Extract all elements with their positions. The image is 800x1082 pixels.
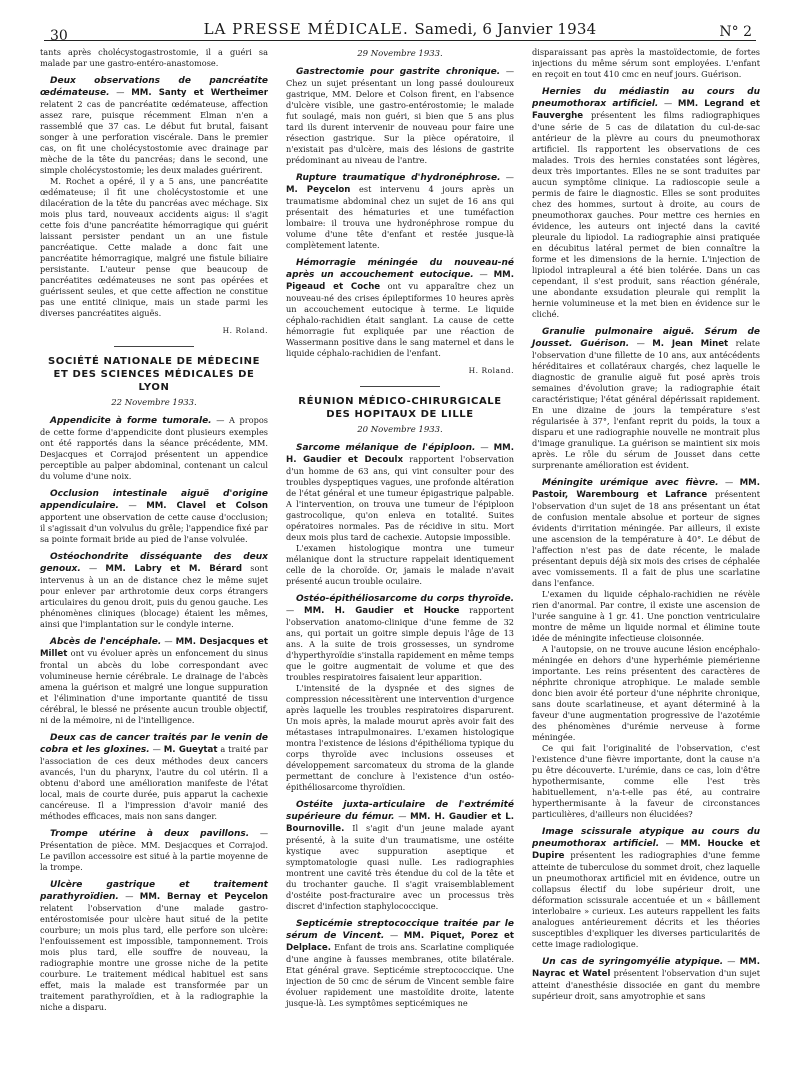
- journal-title-line: [44, 20, 756, 38]
- authors: MM. Piquet, Porez et Delplace.: [286, 931, 514, 953]
- article-title: Abcès de l'encéphale.: [50, 637, 162, 647]
- article-text: Enfant de trois ans. Scarlatine compliquée d'une angine à fausses membranes, otite bilatérale. Etat général grave. Septicémie streptococcique. Une injection de 50 cmc de sérum de Vincent semble faire évoluer rapidement une mastoïdite droite, latente jusque-là. Les symptômes septicémiques ne: [286, 942, 514, 1008]
- article-text: relatent 2 cas de pancréatite œdémateuse, affection assez rare, puisque récemment Elman n'en a rassemblé que 37 cas. Le début fut brutal, faisant songer à une perforation viscérale. Dans le premier cas, on fit une cholécystostomie avec drainage par mèche de la tête du pancréas; dans le second, une simple cholécystostomie; les deux malades guérirent.: [40, 99, 268, 175]
- authors: MM. Desjacques et Millet: [40, 637, 268, 659]
- society-heading: SOCIÉTÉ NATIONALE DE MÉDECINE ET DES SCIENCES MÉDICALES DE LYON: [47, 356, 261, 393]
- paragraph: tants après cholécystogastrostomie, il a guéri sa malade par une gastro-entéro-anastomose.: [40, 47, 268, 68]
- article: [40, 415, 268, 482]
- article: Méningite urémique avec fièvre. — MM. Pastoir, Warembourg et Lafrance présentent l'observation d'un sujet de 18 ans présentant un état de confusion mentale absolue et porteur de signes évidents d'irritation méningée. Par ailleurs, il existe une ascension de la température à 40°. Le début de l'affection n'est pas de date récente, le malade présentant depuis déjà six mois des crises de céphalée avec vomissements. Il a fait de plus une scarlatine dans l'enfance. L'examen du liquide céphalo-rachidien ne révèle rien d'anormal. Par contre, il existe une ascension de l'urée sanguine à 1 gr. 41. Une ponction ventriculaire montre de même un liquide normal et élimine toute idée de méningite infectieuse cloisonnée. A l'autopsie, on ne trouve aucune lésion encéphalo-méningée en dehors d'une hyperhémie piemérienne importante. Les reins présentent des caractères de néphrite chronique atrophique. Le malade semble donc bien avoir été porteur d'une néphrite chronique, sans doute scarlatineuse, et ayant déterminé à la faveur d'une augmentation progressive de l'azotémie des phénomènes d'urémie nerveuse à forme méningée. Ce qui fait l'originalité de l'observation, c'est l'existence d'une fièvre importante, dont la cause n'a pu être découverte. L'urémie, dans ce cas, loin d'être hypothermisante, comme elle l'est très habituellement, n'a-t-elle pas été, au contraire hyperthermisante à la faveur de circonstances particulières, d'ailleurs non élucidées?: [532, 477, 760, 819]
- page-number: 30: [50, 28, 68, 44]
- article-title: Deux cas de cancer traités par le venin de cobra et les gloxines.: [40, 733, 268, 755]
- article-title: Ostéite juxta-articulaire de l'extrémité supérieure du fémur.: [286, 800, 514, 822]
- article: Occlusion intestinale aiguë d'origine appendiculaire. — MM. Clavel et Colson apportent une observation de cette cause d'occlusion; il s'agissait d'un volvulus du grêle; l'appendice fixé par sa pointe formait bride au pied de l'anse volvulée.: [40, 489, 268, 544]
- article-text: apportent une observation de cette cause d'occlusion; il s'agissait d'un volvulus du grêle; l'appendice fixé par sa pointe formait bride au pied de l'anse volvulée.: [40, 512, 268, 544]
- authors: M. Gueytat: [163, 745, 218, 755]
- article: Ostéo-épithéliosarcome du corps thyroïde. — MM. H. Gaudier et Houcke rapportent l'observation anatomo-clinique d'une femme de 32 ans, qui portait un goitre simple depuis l'âge de 13 ans. A la suite de trois grossesses, un syndrome d'hyperthyroïdie s'installa rapidement en même temps que le goitre augmentait de volume et que des troubles respiratoires faisaient leur apparition. L'intensité de la dyspnée et des signes de compression nécessitèrent une intervention d'urgence après laquelle les troubles respiratoires disparurent. Un mois après, la malade mourut après avoir fait des métastases intrapulmonaires. L'examen histologique montra l'existence de lésions d'épithélioma typique du corps thyroïde avec inclusions osseuses et développement sarcomateux du stroma de la glande permettant de conclure à l'existence d'un ostéo-épithéliosarcome thyroïdien.: [286, 594, 515, 792]
- authors: M. Peycelon: [286, 185, 351, 195]
- authors: MM. Bernay et Peycelon: [139, 892, 268, 902]
- article-text: Ce qui fait l'originalité de l'observation, c'est l'existence d'une fièvre importante, dont la cause n'a pu être découverte. L'urémie, dans ce cas, loin d'être hypothermisante, comme elle l'est très habituellement, n'a-t-elle pas été, au contraire hyperthermisante à la faveur de circonstances particulières, d'ailleurs non élucidées?: [532, 743, 760, 819]
- session-date: 29 Novembre 1933.: [357, 49, 443, 59]
- article: Ostéochondrite disséquante des deux genoux. — MM. Labry et M. Bérard sont intervenus à un an de distance chez le même sujet pour enlever par arthrotomie deux corps étrangers articulaires du genou droit, puis du genou gauche. Les phénomènes cliniques (blocage) étaient les mêmes, ainsi que l'implantation sur le condyle interne.: [40, 552, 268, 629]
- article-title: Hémorragie méningée du nouveau-né après un accouchement eutocique.: [286, 258, 514, 280]
- article-text: M. Rochet a opéré, il y a 5 ans, une pancréatite œdémateuse; il fit une cholécystostomie et une dilacération de la tête du pancréas avec méchage. Six mois plus tard, nouveaux accidents aigus: il s'agit cette fois d'une pancréatite hémorragique qui guérit laissant persister pendant un an une fistule pancréatique. Cette malade a donc fait une pancréatite hémorragique, malgré une fistule biliaire persistante. L'auteur pense que beaucoup de pancréatites œdémateuses ne sont pas opérées et guérissent seules, et que cette affection ne constitue pas une entité clinique, mais un stade parmi les diverses pancréatites aiguës.: [40, 176, 268, 318]
- article: Deux observations de pancréatite œdémateuse. — MM. Santy et Wertheimer relatent 2 cas de pancréatite œdémateuse, affection assez rare, puisque récemment Elman n'en a rassemblé que 37 cas. Le début fut brutal, faisant songer à une perforation viscérale. Dans le premier cas, on fit une cholécystostomie avec drainage par mèche de la tête du pancréas; dans le second, une simple cholécystostomie; les deux malades guérirent. M. Rochet a opéré, il y a 5 ans, une pancréatite œdémateuse; il fit une cholécystostomie et une dilacération de la tête du pancréas avec méchage. Six mois plus tard, nouveaux accidents aigus: il s'agit cette fois d'une pancréatite hémorragique qui guérit laissant persister pendant un an une fistule pancréatique. Cette malade a donc fait une pancréatite hémorragique, malgré une fistule biliaire persistante. L'auteur pense que beaucoup de pancréatites œdémateuses ne sont pas opérées et guérissent seules, et que cette affection ne constitue pas une entité clinique, mais un stade parmi les diverses pancréatites aiguës. H. Roland.: [40, 76, 268, 335]
- article-title: Méningite urémique avec fièvre.: [542, 478, 719, 488]
- authors: MM. Legrand et Fauverghe: [532, 99, 760, 121]
- article-title: Image scissurale atypique au cours du pneumothorax artificiel.: [532, 827, 760, 849]
- article-title: Un cas de syringomyélie atypique.: [542, 957, 724, 967]
- article-text: A l'autopsie, on ne trouve aucune lésion encéphalo-méningée en dehors d'une hyperhémie piemérienne importante. Les reins présentent des caractères de néphrite chronique atrophique. Le malade semble donc bien avoir été porteur d'une néphrite chronique, sans doute scarlatineuse, et ayant déterminé à la faveur d'une augmentation progressive de l'azotémie des phénomènes d'urémie nerveuse à forme méningée.: [532, 644, 760, 742]
- article-text: relate l'observation d'une fillette de 10 ans, aux antécédents héréditaires et collatéraux chargés, chez laquelle le diagnostic de granulie aiguë fut posé après trois semaines d'évolution grave; la radiographie était caractéristique; l'état général dépérissait rapidement. En une dizaine de jours la température s'est régularisée à 37°, l'enfant reprit du poids, la toux a disparu et une radiographie nouvelle ne montrait plus d'image granulique. La guérison se maintient six mois après. Le rôle du sérum de Jousset dans cette surprenante amélioration est évident.: [532, 338, 760, 470]
- article: [286, 66, 514, 166]
- article-text: Il s'agit d'un jeune malade ayant présenté, à la suite d'un traumatisme, une ostéite kystique avec suppuration aseptique et symptomatologie quasi nulle. Les radiographies montrent une cavité très étendue du col de la tête et du trochanter gauche. Il s'agit vraisemblablement d'ostéite post-fracturaire avec un processus très discret d'infection staphylococcique.: [286, 823, 514, 911]
- article-text: a traité par l'association de ces deux méthodes deux cancers avancés, l'un du pharynx, l'autre du col utérin. Il a obtenu d'abord une amélioration manifeste de l'état local, mais de courte durée, puis apparut la cachexie cancéreuse. Il a l'impression d'avoir manié des méthodes efficaces, mais non sans danger.: [40, 744, 268, 821]
- article-title: Granulie pulmonaire aiguë. Sérum de Jousset. Guérison.: [532, 327, 760, 349]
- authors: MM. Nayrac et Watel: [532, 957, 760, 979]
- columns: [40, 47, 760, 1013]
- article-text: est intervenu 4 jours après un traumatisme abdominal chez un sujet de 16 ans qui présentait des hématuries et une tuméfaction lombaire: il trouva une hydronéphrose rompue du volume d'une tête d'enfant et restée jusque-là complètement latente.: [286, 184, 514, 250]
- page-header: [44, 0, 756, 44]
- article-title: Ulcère gastrique et traitement parathyroïdien.: [40, 880, 268, 902]
- article-title: Ostéochondrite disséquante des deux genoux.: [40, 552, 268, 574]
- article: Un cas de syringomyélie atypique. — MM. Nayrac et Watel présentent l'observation d'un sujet atteint d'anesthésie dissociée en gant du membre supérieur droit, sans amyotrophie et sans: [532, 956, 760, 1001]
- column-2: [286, 47, 514, 1013]
- article: Ulcère gastrique et traitement parathyroïdien. — MM. Bernay et Peycelon relatent l'observation d'une malade gastro-entérostomisée pour ulcère haut situé de la petite courbure; un mois plus tard, elle perfore son ulcère: l'enfouissement est impossible, tamponnement. Trois mois plus tard, elle souffre de nouveau, la radiographie montre une grosse niche de la petite courbure. Le traitement médical habituel est sans effet, mais la malade est transformée par un traitement parathyroïdien, et à la radiographie la niche a disparu.: [40, 880, 268, 1012]
- article-text: L'examen du liquide céphalo-rachidien ne révèle rien d'anormal. Par contre, il existe une ascension de l'urée sanguine à 1 gr. 41. Une ponction ventriculaire montre de même un liquide normal et élimine toute idée de méningite infectieuse cloisonnée.: [532, 589, 760, 643]
- authors: M. Jean Minet: [652, 339, 729, 349]
- article: Granulie pulmonaire aiguë. Sérum de Jousset. Guérison. — M. Jean Minet relate l'observation d'une fillette de 10 ans, aux antécédents héréditaires et collatéraux chargés, chez laquelle le diagnostic de granulie aiguë fut posé après trois semaines d'évolution grave; la radiographie était caractéristique; l'état général dépérissait rapidement. En une dizaine de jours la température s'est régularisée à 37°, l'enfant reprit du poids, la toux a disparu et une radiographie nouvelle ne montrait plus d'image granulique. La guérison se maintient six mois après. Le rôle du sérum de Jousset dans cette surprenante amélioration est évident.: [532, 327, 760, 470]
- paragraph: disparaissant pas après la mastoïdectomie, de fortes injections du même sérum sont employées. L'enfant en reçoit en tout 410 cmc en neuf jours. Guérison.: [532, 47, 760, 79]
- article-title: Deux observations de pancréatite œdémateuse.: [40, 76, 268, 98]
- article-title: Gastrectomie pour gastrite chronique.: [296, 67, 501, 77]
- article: Hémorragie méningée du nouveau-né après un accouchement eutocique. — MM. Pigeaud et Coche ont vu apparaître chez un nouveau-né des crises épileptiformes 10 heures après un accouchement eutocique à terme. Le liquide céphalo-rachidien était sanglant. La cause de cette hémorragie fut expliquée par une réaction de Wassermann positive dans le sang maternel et dans le liquide céphalo-rachidien de l'enfant. H. Roland.: [286, 258, 514, 375]
- article-text: rapportent l'observation d'un homme de 63 ans, qui vint consulter pour des troubles dyspeptiques vagues, une profonde altération de l'état général et une tumeur épigastrique palpable. A l'intervention, on trouva une tumeur de l'épiploon gastrocolique, qu'on enleva en totalité. Suites opératoires normales. Pas de récidive in situ. Mort deux mois plus tard de cachexie. Autopsie impossible.: [286, 454, 514, 542]
- article-text: ont vu apparaître chez un nouveau-né des crises épileptiformes 10 heures après un accouchement eutocique à terme. Le liquide céphalo-rachidien était sanglant. La cause de cette hémorragie fut expliquée par une réaction de Wassermann positive dans le sang maternel et dans le liquide céphalo-rachidien de l'enfant.: [286, 281, 514, 358]
- article: [40, 828, 268, 873]
- authors: MM. Clavel et Colson: [146, 501, 268, 511]
- session-date: 22 Novembre 1933.: [111, 398, 197, 408]
- article-title: Ostéo-épithéliosarcome du corps thyroïde.: [296, 594, 514, 604]
- article-text: L'intensité de la dyspnée et des signes de compression nécessitèrent une intervention d'urgence après laquelle les troubles respiratoires disparurent. Un mois après, la malade mourut après avoir fait des métastases intrapulmonaires. L'examen histologique montra l'existence de lésions d'épithélioma typique du corps thyroïde avec inclusions osseuses et développement sarcomateux du stroma de la glande permettant de conclure à l'existence d'un ostéo-épithéliosarcome thyroïdien.: [286, 683, 514, 792]
- article-title: Hernies du médiastin au cours du pneumothorax artificiel.: [532, 87, 760, 109]
- article-text: relatent l'observation d'une malade gastro-entérostomisée pour ulcère haut situé de la petite courbure; un mois plus tard, elle perfore son ulcère: l'enfouissement est impossible, tamponnement. Trois mois plus tard, elle souffre de nouveau, la radiographie montre une grosse niche de la petite courbure. Le traitement médical habituel est sans effet, mais la malade est transformée par un traitement parathyroïdien, et à la radiographie la niche a disparu.: [40, 903, 268, 1012]
- article-text: présentent l'observation d'un sujet de 18 ans présentant un état de confusion mentale absolue et porteur de signes évidents d'irritation méningée. Par ailleurs, il existe une ascension de la température à 40°. Le début de l'affection n'est pas de date récente, le malade présentant depuis déjà six mois des crises de céphalée avec vomissements. Il a fait de plus une scarlatine dans l'enfance.: [532, 489, 760, 588]
- article: Abcès de l'encéphale. — MM. Desjacques et Millet ont vu évoluer après un enfoncement du sinus frontal un abcès du lobe correspondant avec volumineuse hernie cérébrale. Le drainage de l'abcès amena la guérison et malgré une longue suppuration et l'élimination d'une importante quantité de tissu cérébral, le blessé ne présente aucun trouble objectif, ni de la mémoire, ni de l'intelligence.: [40, 636, 269, 725]
- article-title: Rupture traumatique d'hydronéphrose.: [296, 173, 501, 183]
- article-text: L'examen histologique montra une tumeur mélanique dont la structure rappelait identiquement celle de la choroïde. Or, jamais le malade n'avait présenté aucun trouble oculaire.: [286, 543, 514, 586]
- column-3: [532, 47, 760, 1013]
- article: Deux cas de cancer traités par le venin de cobra et les gloxines. — M. Gueytat a traité par l'association de ces deux méthodes deux cancers avancés, l'un du pharynx, l'autre du col utérin. Il a obtenu d'abord une amélioration manifeste de l'état local, mais de courte durée, puis apparut la cachexie cancéreuse. Il a l'impression d'avoir manié des méthodes efficaces, mais non sans danger.: [40, 733, 268, 821]
- article-text: ont vu évoluer après un enfoncement du sinus frontal un abcès du lobe correspondant avec volumineuse hernie cérébrale. Le drainage de l'abcès amena la guérison et malgré une longue suppuration et l'élimination d'une importante quantité de tissu cérébral, le blessé ne présente aucun trouble objectif, ni de la mémoire, ni de l'intelligence.: [40, 648, 269, 725]
- authors: MM. Pigeaud et Coche: [286, 270, 514, 292]
- article-text: — Présentation de pièce. MM. Desjacques et Corrajod. Le pavillon accessoire est situé à la partie moyenne de la trompe.: [40, 828, 268, 872]
- article: Hernies du médiastin au cours du pneumothorax artificiel. — MM. Legrand et Fauverghe présentent les films radiographiques d'une série de 5 cas de dilatation du cul-de-sac antérieur de la plèvre au cours du pneumothorax artificiel. Ils rapportent les observations de ces malades. Trois des hernies constatées sont légères, deux très importantes. Elles ne se sont traduites par aucun symptôme clinique. La radioscopie seule a permis de faire le diagnostic. Elles se sont produites chez des hommes, surtout à droite, au cours de pneumothorax gauches. Pour mettre ces hernies en évidence, les auteurs ont injecté dans la cavité pleurale du lipiodol. La radiographie ainsi pratiquée en décubitus latéral permet de bien connaître la forme et les dimensions de la hernie. L'injection de lipiodol intrapleural a été bien tolérée. Dans un cas cependant, il s'est produit, sans réaction générale, une abondante exsudation pleurale qui remplit la hernie volumineuse et la met bien en évidence sur le cliché.: [532, 87, 761, 319]
- session-date: 20 Novembre 1933.: [357, 425, 443, 435]
- article-text: présentent les films radiographiques d'une série de 5 cas de dilatation du cul-de-sac antérieur de la plèvre au cours du pneumothorax artificiel. Ils rapportent les observations de ces malades. Trois des hernies constatées sont légères, deux très importantes. Elles ne se sont traduites par aucun symptôme clinique. La radioscopie seule a permis de faire le diagnostic. Elles se sont produites chez des hommes, surtout à droite, au cours de pneumothorax gauches. Pour mettre ces hernies en évidence, les auteurs ont injecté dans la cavité pleurale du lipiodol. La radiographie ainsi pratiquée en décubitus latéral permet de bien connaître la forme et les dimensions de la hernie. L'injection de lipiodol intrapleural a été bien tolérée. Dans un cas cependant, il s'est produit, sans réaction générale, une abondante exsudation pleurale qui remplit la hernie volumineuse et la met bien en évidence sur le cliché.: [532, 110, 761, 319]
- article-text: sont intervenus à un an de distance chez le même sujet pour enlever par arthrotomie deux corps étrangers articulaires du genou droit, puis du genou gauche. Les phénomènes cliniques (blocage) étaient les mêmes, ainsi que l'implantation sur le condyle interne.: [40, 563, 268, 629]
- column-1: [40, 47, 268, 1013]
- article-text: présentent les radiographies d'une femme atteinte de tuberculose du sommet droit, chez laquelle un pneumothorax artificiel mit en évidence, outre un collapsus électif du lobe supérieur droit, une déformation scissurale accentuée et un « bâillement interlobaire » curieux. Les auteurs rappellent les faits analogues antérieurement décrits et les théories susceptibles d'expliquer les diverses particularités de cette image radiologique.: [532, 850, 760, 949]
- authors: MM. H. Gaudier et Houcke: [304, 606, 460, 616]
- authors: MM. Santy et Wertheimer: [131, 88, 268, 98]
- article-text: présentent l'observation d'un sujet atteint d'anesthésie dissociée en gant du membre supérieur droit, sans amyotrophie et sans: [532, 968, 760, 1001]
- article: Rupture traumatique d'hydronéphrose. — M. Peycelon est intervenu 4 jours après un traumatisme abdominal chez un sujet de 16 ans qui présentait des hématuries et une tuméfaction lombaire: il trouva une hydronéphrose rompue du volume d'une tête d'enfant et restée jusque-là complètement latente.: [286, 172, 514, 250]
- journal-name: LA PRESSE MÉDICALE.: [203, 20, 409, 38]
- separator: [114, 346, 194, 347]
- authors: MM. Houcke et Dupire: [532, 839, 760, 861]
- article-title: Septicémie streptococcique traitée par le sérum de Vincent.: [286, 919, 514, 941]
- article-title: Trompe utérine à deux pavillons.: [50, 829, 250, 839]
- article-title: Occlusion intestinale aiguë d'origine appendiculaire.: [40, 489, 268, 511]
- article-text: rapportent l'observation anatomo-clinique d'une femme de 32 ans, qui portait un goitre simple depuis l'âge de 13 ans. A la suite de trois grossesses, un syndrome d'hyperthyroïdie s'installa rapidement en même temps que le goitre augmentait de volume et que des troubles respiratoires faisaient leur apparition.: [286, 605, 515, 682]
- society-heading: RÉUNION MÉDICO-CHIRURGICALE DES HOPITAUX DE LILLE: [298, 396, 502, 420]
- separator: [360, 386, 440, 387]
- authors: MM. H. Gaudier et L. Bournoville.: [286, 812, 514, 834]
- article: Sarcome mélanique de l'épiploon. — MM. H. Gaudier et Decoulx rapportent l'observation d'un homme de 63 ans, qui vint consulter pour des troubles dyspeptiques vagues, une profonde altération de l'état général et une tumeur épigastrique palpable. A l'intervention, on trouva une tumeur de l'épiploon gastrocolique, qu'on enleva en totalité. Suites opératoires normales. Pas de récidive in situ. Mort deux mois plus tard de cachexie. Autopsie impossible. L'examen histologique montra une tumeur mélanique dont la structure rappelait identiquement celle de la choroïde. Or, jamais le malade n'avait présenté aucun trouble oculaire.: [286, 442, 514, 586]
- authors: MM. Pastoir, Warembourg et Lafrance: [532, 478, 760, 500]
- article: Image scissurale atypique au cours du pneumothorax artificiel. — MM. Houcke et Dupire présentent les radiographies d'une femme atteinte de tuberculose du sommet droit, chez laquelle un pneumothorax artificiel mit en évidence, outre un collapsus électif du lobe supérieur droit, une déformation scissurale accentuée et un « bâillement interlobaire » curieux. Les auteurs rappellent les faits analogues antérieurement décrits et les théories susceptibles d'expliquer les diverses particularités de cette image radiologique.: [532, 827, 760, 949]
- authors: MM. H. Gaudier et Decoulx: [286, 443, 514, 465]
- signature: H. Roland.: [468, 366, 514, 375]
- issue-number: N° 2: [719, 24, 752, 40]
- article-title: Appendicite à forme tumorale.: [50, 416, 212, 426]
- signature: H. Roland.: [222, 326, 268, 335]
- article-text: — Chez un sujet présentant un long passé douloureux gastrique, MM. Delore et Colson firent, en l'absence d'ulcère visible, une gastro-entérostomie; le malade fut soulagé, mais non guéri, si bien que 5 ans plus tard ils durent intervenir de nouveau pour faire une résection gastrique. Sur la pièce opératoire, il n'existait pas d'ulcère, mais des lésions de gastrite prédominant au niveau de l'antre.: [286, 66, 514, 165]
- article-text: — A propos de cette forme d'appendicite dont plusieurs exemples ont été rapportés dans la séance précédente, MM. Desjacques et Corrajod présentent un appendice perceptible au palper abdominal, contenant un calcul du volume d'une noix.: [40, 415, 268, 481]
- article-title: Sarcome mélanique de l'épiploon.: [296, 443, 476, 453]
- article: Septicémie streptococcique traitée par le sérum de Vincent. — MM. Piquet, Porez et Delplace. Enfant de trois ans. Scarlatine compliquée d'une angine à fausses membranes, otite bilatérale. Etat général grave. Septicémie streptococcique. Une injection de 50 cmc de sérum de Vincent semble faire évoluer rapidement une mastoïdite droite, latente jusque-là. Les symptômes septicémiques ne: [286, 919, 514, 1008]
- article: Ostéite juxta-articulaire de l'extrémité supérieure du fémur. — MM. H. Gaudier et L. Bournoville. Il s'agit d'un jeune malade ayant présenté, à la suite d'un traumatisme, une ostéite kystique avec suppuration aseptique et symptomatologie quasi nulle. Les radiographies montrent une cavité très étendue du col de la tête et du trochanter gauche. Il s'agit vraisemblablement d'ostéite post-fracturaire avec un processus très discret d'infection staphylococcique.: [286, 800, 514, 911]
- issue-date: Samedi, 6 Janvier 1934: [414, 20, 597, 38]
- authors: MM. Labry et M. Bérard: [105, 564, 243, 574]
